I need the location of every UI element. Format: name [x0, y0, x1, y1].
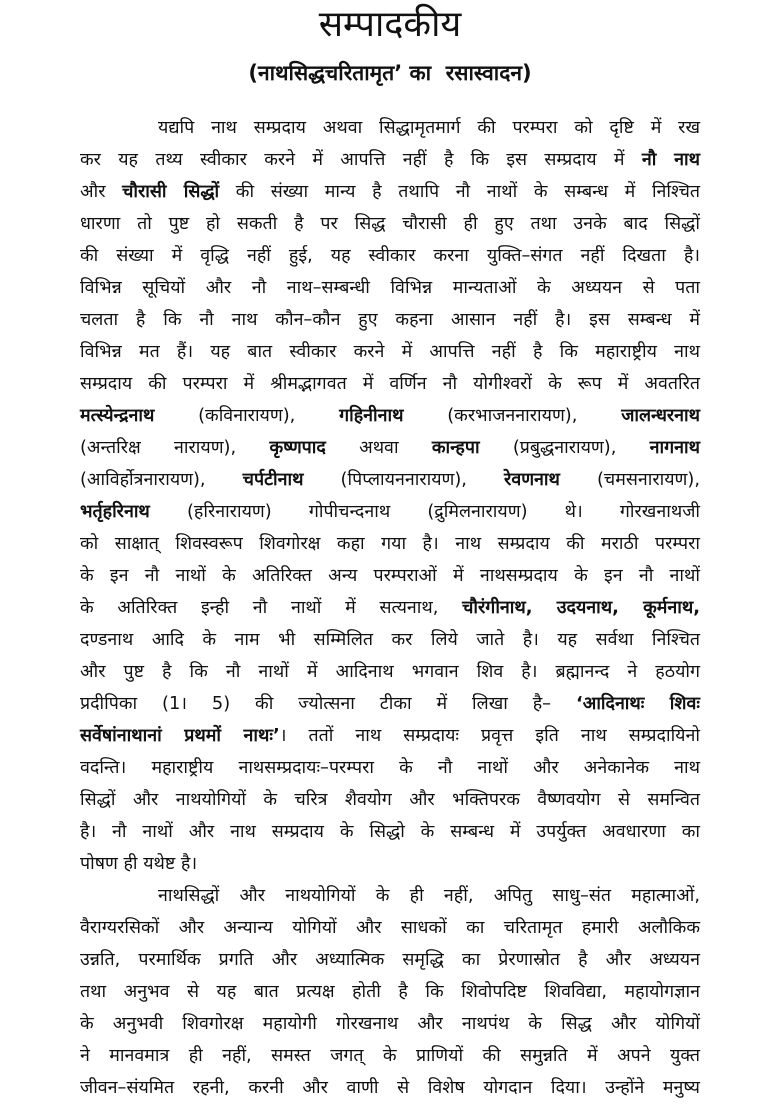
text-segment: चलता है कि नौ नाथ कौन–कौन हुए कहना आसान नहीं है। इस सम्बन्ध में	[80, 309, 700, 330]
text-segment: है। नौ नाथों और नाथ सम्प्रदाय के सिद्धो के सम्बन्ध में उपर्युक्त अवधारणा का	[80, 821, 700, 842]
text-segment: धारणा तो पुष्ट हो सकती है पर सिद्ध चौरासी ही हुए तथा उनके बाद सिद्धों	[80, 213, 700, 234]
text-line	[80, 336, 700, 368]
text-line	[80, 368, 700, 400]
text-line	[80, 656, 700, 688]
text-line	[80, 560, 700, 592]
text-line	[80, 528, 700, 560]
page-title: सम्पादकीय	[318, 4, 462, 45]
text-line	[80, 464, 700, 496]
text-segment: जीवन–संयमित रहनी, करनी और वाणी से विशेष योगदान दिया। उन्होंने मनुष्य	[80, 1077, 700, 1098]
text-segment: (पिप्लायननारायण),	[303, 469, 505, 490]
text-line	[80, 272, 700, 304]
text-line	[80, 400, 700, 432]
text-line	[80, 112, 700, 144]
bold-text-segment: नौ नाथ	[641, 149, 700, 170]
bold-text-segment: चर्पटीनाथ	[242, 469, 304, 490]
bold-text-segment: ‘आदिनाथः शिवः	[575, 693, 700, 714]
bold-text-segment: कृष्णपाद	[269, 437, 326, 458]
text-segment: (आविर्होत्रनारायण),	[80, 469, 243, 490]
text-segment: (प्रबुद्धनारायण),	[479, 437, 650, 458]
text-line	[80, 624, 700, 656]
text-line	[80, 752, 700, 784]
text-line	[80, 848, 700, 880]
text-line	[80, 176, 700, 208]
bold-text-segment: भर्तृहरिनाथ	[80, 501, 150, 522]
text-segment: सिद्धों और नाथयोगियों के चरित्र शैवयोग और भक्तिपरक वैष्णवयोग से समन्वित	[80, 789, 700, 810]
text-segment: की संख्या मान्य है तथापि नौ नाथों के सम्बन्ध में निश्चित	[219, 181, 701, 202]
text-line	[80, 816, 700, 848]
bold-text-segment: चौरंगीनाथ, उदयनाथ, कूर्मनाथ,	[462, 597, 700, 618]
bold-text-segment: गहिनीनाथ	[339, 405, 404, 426]
text-line	[80, 912, 700, 944]
text-segment: (अन्तरिक्ष नारायण),	[80, 437, 270, 458]
text-segment: कर यह तथ्य स्वीकार करने में आपत्ति नहीं है कि इस सम्प्रदाय में	[80, 149, 642, 170]
bold-text-segment: रेवणनाथ	[504, 469, 560, 490]
text-line	[80, 688, 700, 720]
bold-text-segment: मत्स्येन्द्रनाथ	[80, 405, 155, 426]
text-segment: अथवा	[325, 437, 432, 458]
text-segment: वैराग्यरसिकों और अन्यान्य योगियों और साधकों का चरितामृत हमारी अलौकिक	[80, 917, 700, 938]
editorial-body	[80, 112, 700, 1104]
bold-text-segment: नागनाथ	[649, 437, 700, 458]
text-segment: वदन्ति। महाराष्ट्रीय नाथसम्प्रदायः–परम्परा के नौ नाथों और अनेकानेक नाथ	[80, 757, 700, 778]
text-line	[80, 976, 700, 1008]
text-line	[80, 496, 700, 528]
text-segment: प्रदीपिका (1। 5) की ज्योत्सना टीका में लिखा है–	[80, 693, 576, 714]
text-line	[80, 304, 700, 336]
text-segment: (करभाजननारायण),	[403, 405, 622, 426]
text-segment: । ततों नाथ सम्प्रदायः प्रवृत्त इति नाथ सम्प्रदायिनो	[279, 725, 700, 746]
text-segment: विभिन्न सूचियों और नौ नाथ–सम्बन्धी विभिन्न मान्यताओं के अध्ययन से पता	[80, 277, 700, 298]
text-segment: के इन नौ नाथों के अतिरिक्त अन्य परम्पराओं में नाथसम्प्रदाय के इन नौ नाथों	[80, 565, 700, 586]
text-segment: सम्प्रदाय की परम्परा में श्रीमद्भागवत में वर्णिन नौ योगीश्वरों के रूप में अवतरित	[80, 373, 700, 394]
bold-text-segment: चौरासी सिद्धों	[122, 181, 220, 202]
text-line	[80, 240, 700, 272]
text-line	[80, 720, 700, 752]
text-segment: और पुष्ट है कि नौ नाथों में आदिनाथ भगवान शिव है। ब्रह्मानन्द ने हठयोग	[80, 661, 700, 682]
bold-text-segment: जालन्धरनाथ	[621, 405, 701, 426]
text-line	[80, 944, 700, 976]
text-segment: की संख्या में वृद्धि नहीं हुई, यह स्वीकार करना युक्ति–संगत नहीं दिखता है।	[80, 245, 700, 266]
bold-text-segment: कान्हपा	[431, 437, 480, 458]
text-segment: ने मानवमात्र ही नहीं, समस्त जगत् के प्राणियों की समुन्नति में अपने युक्त	[80, 1045, 700, 1066]
text-line	[80, 784, 700, 816]
text-segment: के अतिरिक्त इन्ही नौ नाथों में सत्यनाथ,	[80, 597, 463, 618]
text-segment: यद्यपि नाथ सम्प्रदाय अथवा सिद्धामृतमार्ग की परम्परा को दृष्टि में रख	[158, 117, 700, 138]
text-segment: नाथसिद्धों और नाथयोगियों के ही नहीं, अपितु साधु–संत महात्माओं,	[158, 885, 700, 906]
text-segment: उन्नति, परमार्थिक प्रगति और अध्यात्मिक समृद्धि का प्रेरणास्रोत है और अध्ययन	[80, 949, 700, 970]
text-line	[80, 208, 700, 240]
text-line	[80, 144, 700, 176]
text-segment: विभिन्न मत हैं। यह बात स्वीकार करने में आपत्ति नहीं है कि महाराष्ट्रीय नाथ	[80, 341, 700, 362]
text-segment: पोषण ही यथेष्ट है।	[80, 853, 198, 874]
text-segment: दण्डनाथ आदि के नाम भी सम्मिलित कर लिये जाते है। यह सर्वथा निश्चित	[80, 629, 700, 650]
text-segment: (कविनारायण),	[154, 405, 340, 426]
text-segment: तथा अनुभव से यह बात प्रत्यक्ष होती है कि शिवोपदिष्ट शिवविद्या, महायोगज्ञान	[80, 981, 700, 1002]
bold-text-segment: सर्वेषांनाथानां प्रथमों नाथः’	[80, 725, 280, 746]
text-line	[80, 432, 700, 464]
text-segment: को साक्षात् शिवस्वरूप शिवगोरक्ष कहा गया है। नाथ सम्प्रदाय की मराठी परम्परा	[80, 533, 700, 554]
text-line	[80, 1072, 700, 1104]
text-segment: (हरिनारायण) गोपीचन्दनाथ (द्रुमिलनारायण) थे। गोरखनाथजी	[149, 501, 700, 522]
text-segment: (चमसनारायण),	[559, 469, 700, 490]
page-subtitle: (नाथसिद्धचरितामृत’ का रसास्वादन)	[248, 61, 532, 85]
text-segment: और	[80, 181, 123, 202]
text-line	[80, 1008, 700, 1040]
text-line	[80, 592, 700, 624]
text-line	[80, 880, 700, 912]
text-segment: के अनुभवी शिवगोरक्ष महायोगी गोरखनाथ और नाथपंथ के सिद्ध और योगियों	[80, 1013, 700, 1034]
text-line	[80, 1040, 700, 1072]
